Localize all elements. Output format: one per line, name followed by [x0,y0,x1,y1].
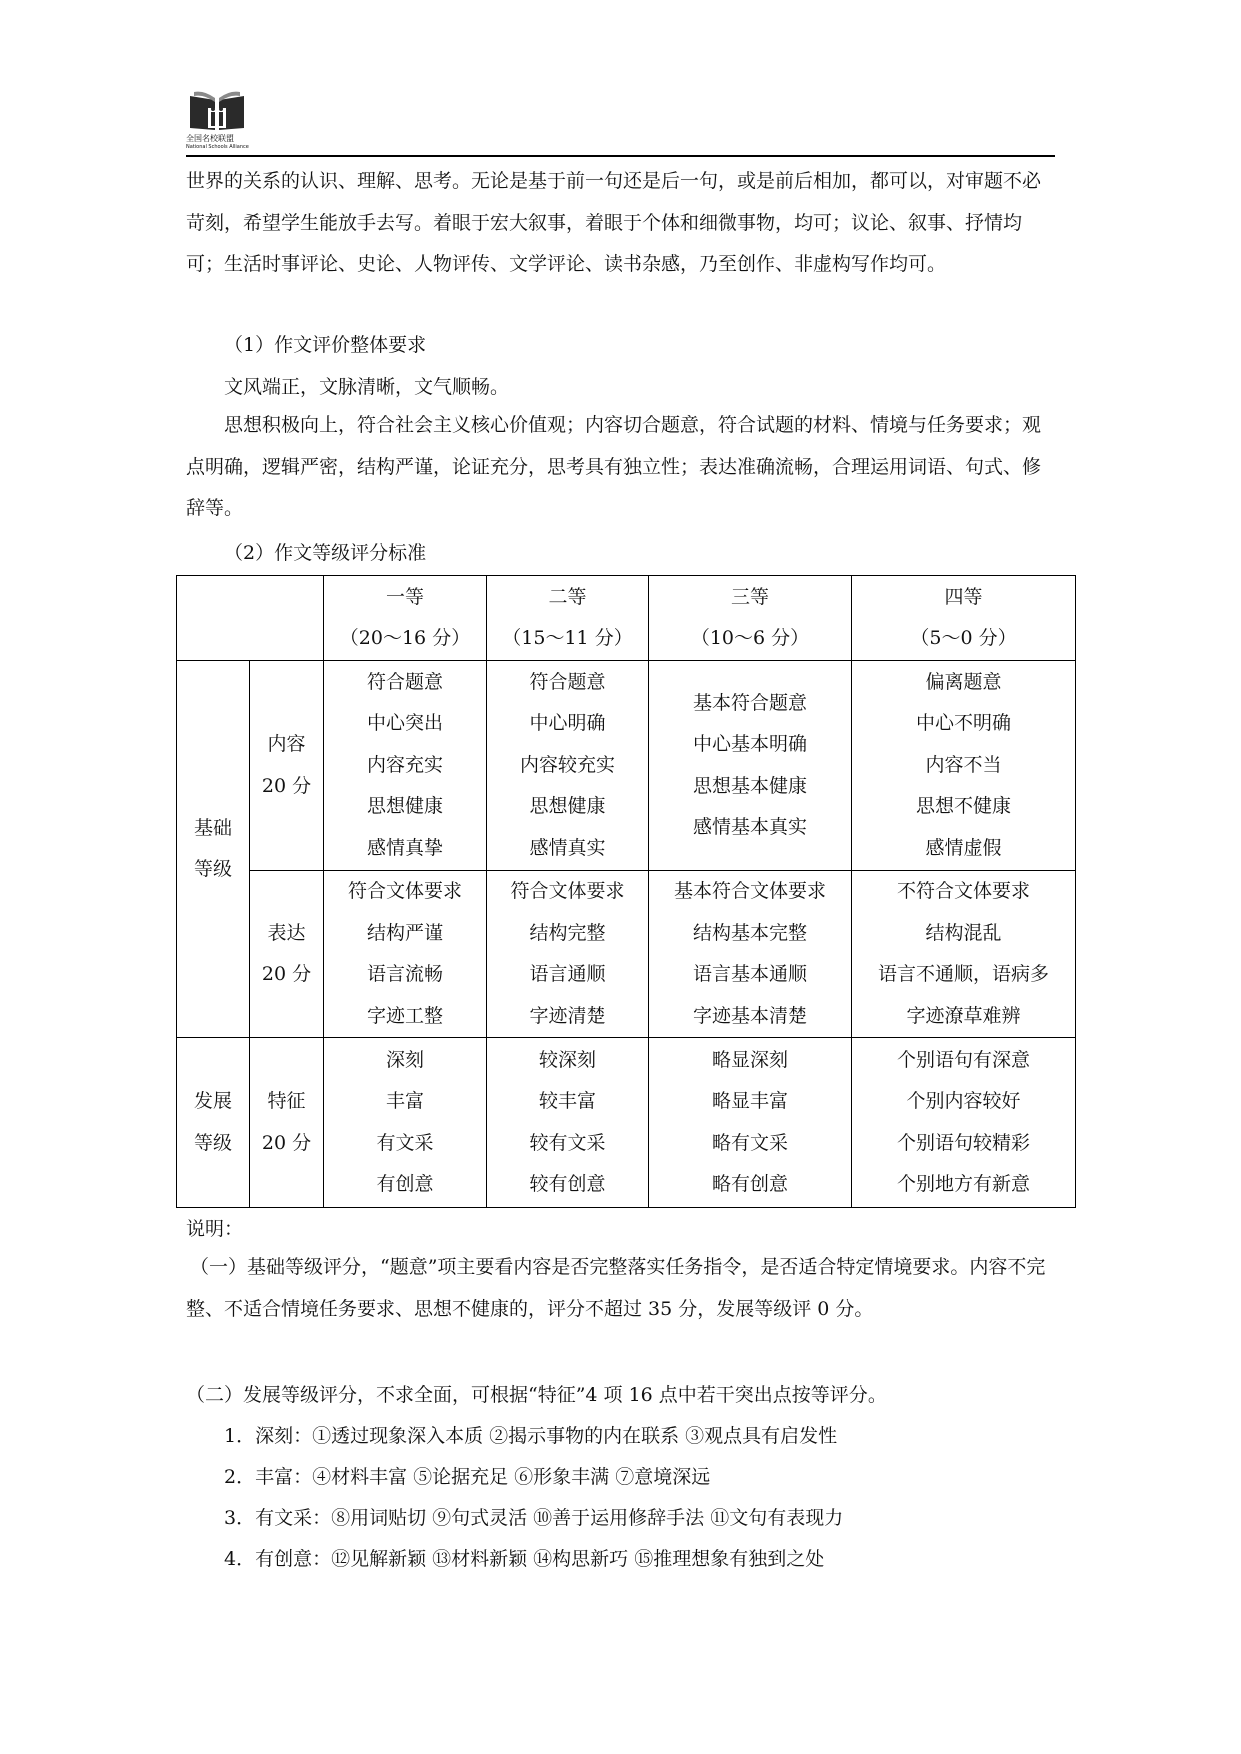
criterion: 语言基本通顺 [692,963,807,985]
criterion: 字迹潦草难辨 [906,1004,1021,1027]
dev-level-line2: 等级 [193,1131,232,1154]
expression-label-name: 表达 [267,921,306,944]
content-label-score: 20 分 [261,774,312,797]
criterion: 内容充实 [366,753,443,776]
grade-range: （10～6 分） [690,627,810,649]
criterion: 有文采 [376,1131,434,1154]
criterion: 中心突出 [366,712,443,735]
criterion: 语言流畅 [366,963,443,985]
criterion: 基本符合题意 [692,691,807,714]
criterion: 结构混乱 [925,921,1002,944]
criterion: 有创意 [376,1173,434,1195]
note-2: （二）发展等级评分，不求全面，可根据“特征”4 项 16 点中若干突出点按等评分。 [186,1384,887,1406]
criterion: 较丰富 [538,1090,596,1112]
criterion: 符合题意 [366,670,443,693]
basic-level-line2: 等级 [193,858,232,880]
expression-cell [324,871,487,1038]
header-divider [186,155,1055,157]
section2-heading: （2）作文等级评分标准 [224,542,427,564]
criterion: 个别语句较精彩 [896,1131,1030,1154]
criterion: 略有创意 [711,1173,788,1195]
expression-label [250,871,324,1038]
expression-cell [852,871,1076,1038]
criterion: 字迹工整 [366,1004,443,1027]
grade-name: 一等 [385,586,424,608]
grade-name: 二等 [548,586,587,608]
criterion: 感情基本真实 [692,816,807,838]
criterion: 较深刻 [538,1048,596,1071]
criterion: 中心基本明确 [692,733,807,755]
criterion: 中心不明确 [915,712,1011,735]
criterion: 略显深刻 [711,1048,788,1071]
criterion: 符合题意 [529,670,606,693]
expression-label-score: 20 分 [261,963,312,985]
note-item: 2．丰富：④材料丰富 ⑤论据充足 ⑥形象丰满 ⑦意境深远 [224,1466,711,1488]
grade-header [852,576,1076,661]
section1-line1: 文风端正，文脉清晰，文气顺畅。 [224,376,510,398]
logo-text-en: National Schools Alliance [186,144,249,150]
criterion: 偏离题意 [925,670,1002,693]
content-cell [324,661,487,871]
criterion: 语言不通顺，语病多 [877,963,1049,985]
content-label-name: 内容 [267,733,306,755]
grade-header [649,576,852,661]
expression-cell [649,871,852,1038]
table-row-content [177,661,1076,871]
criterion: 思想健康 [366,795,443,818]
criterion: 字迹基本清楚 [692,1004,807,1027]
criterion: 基本符合文体要求 [673,880,826,902]
criterion: 结构严谨 [366,921,443,944]
grade-name: 四等 [944,586,983,608]
criterion: 语言通顺 [529,963,606,985]
criterion: 字迹清楚 [529,1004,606,1027]
feature-cell [324,1038,487,1208]
criterion: 中心明确 [529,712,606,735]
criterion: 个别内容较好 [906,1090,1021,1112]
dev-level-line1: 发展 [193,1090,232,1112]
expression-cell [487,871,649,1038]
criterion: 结构完整 [529,921,606,944]
criterion: 略有文采 [711,1131,788,1154]
feature-cell [487,1038,649,1208]
criterion: 思想健康 [529,795,606,818]
content-cell [487,661,649,871]
basic-level-line1: 基础 [193,816,232,839]
grade-range: （20～16 分） [339,627,471,649]
feature-label [250,1038,324,1208]
note-item: 3．有文采：⑧用词贴切 ⑨句式灵活 ⑩善于运用修辞手法 ⑪文句有表现力 [224,1507,844,1529]
content-label [250,661,324,871]
table-header-row [177,576,1076,661]
criterion: 思想基本健康 [692,774,807,797]
criterion: 较有文采 [529,1131,606,1154]
content-cell [852,661,1076,871]
criterion: 略显丰富 [711,1090,788,1112]
intro-paragraph: 世界的关系的认识、理解、思考。无论是基于前一句还是后一句，或是前后相加，都可以，对审题不必苛刻，希望学生能放手去写。着眼于宏大叙事，着眼于个体和细微事物，均可；议论、叙事、抒情均可；生活时事评论、史论、人物评传、文学评论、读书杂感，乃至创作、非虚构写作均可。 [186,170,1042,275]
grade-range: （5～0 分） [910,627,1017,649]
criterion: 感情虚假 [925,836,1002,859]
criterion: 符合文体要求 [510,880,625,902]
table-corner-cell [177,576,324,661]
criterion: 结构基本完整 [692,921,807,944]
criterion: 丰富 [385,1090,424,1112]
feature-cell [649,1038,852,1208]
criterion: 内容不当 [925,753,1002,776]
table-row-expression [177,871,1076,1038]
table-row-feature [177,1038,1076,1208]
grading-table [176,575,1076,1208]
criterion: 不符合文体要求 [896,880,1030,902]
note-1: （一）基础等级评分，“题意”项主要看内容是否完整落实任务指令，是否适合特定情境要求。内容不完整、不适合情境任务要求、思想不健康的，评分不超过 35 分，发展等级评 0 分。 [186,1256,1046,1320]
criterion: 较有创意 [529,1173,606,1195]
grade-name: 三等 [730,586,769,608]
basic-level-label [177,661,250,1038]
dev-level-label [177,1038,250,1208]
notes-title: 说明： [186,1218,244,1240]
criterion: 个别地方有新意 [896,1173,1030,1195]
criterion: 深刻 [385,1048,424,1071]
feature-cell [852,1038,1076,1208]
feature-label-name: 特征 [267,1090,306,1112]
criterion: 感情真挚 [366,836,443,859]
criterion: 个别语句有深意 [896,1048,1030,1071]
grade-header [324,576,487,661]
note-item: 1．深刻：①透过现象深入本质 ②揭示事物的内在联系 ③观点具有启发性 [224,1425,838,1447]
grade-range: （15～11 分） [502,627,633,649]
logo-text-cn: 全国名校联盟 [186,134,234,143]
section1-paragraph: 思想积极向上，符合社会主义核心价值观；内容切合题意，符合试题的材料、情境与任务要求；观点明确，逻辑严密，结构严谨，论证充分，思考具有独立性；表达准确流畅，合理运用词语、句式、修辞等。 [186,414,1042,519]
section1-heading: （1）作文评价整体要求 [224,334,427,356]
criterion: 符合文体要求 [347,880,462,902]
criterion: 思想不健康 [915,795,1011,818]
content-cell [649,661,852,871]
feature-label-score: 20 分 [261,1131,312,1154]
note-item: 4．有创意：⑫见解新颖 ⑬材料新颖 ⑭构思新巧 ⑮推理想象有独到之处 [224,1548,825,1570]
criterion: 感情真实 [529,836,606,859]
criterion: 内容较充实 [519,753,615,776]
grade-header [487,576,649,661]
